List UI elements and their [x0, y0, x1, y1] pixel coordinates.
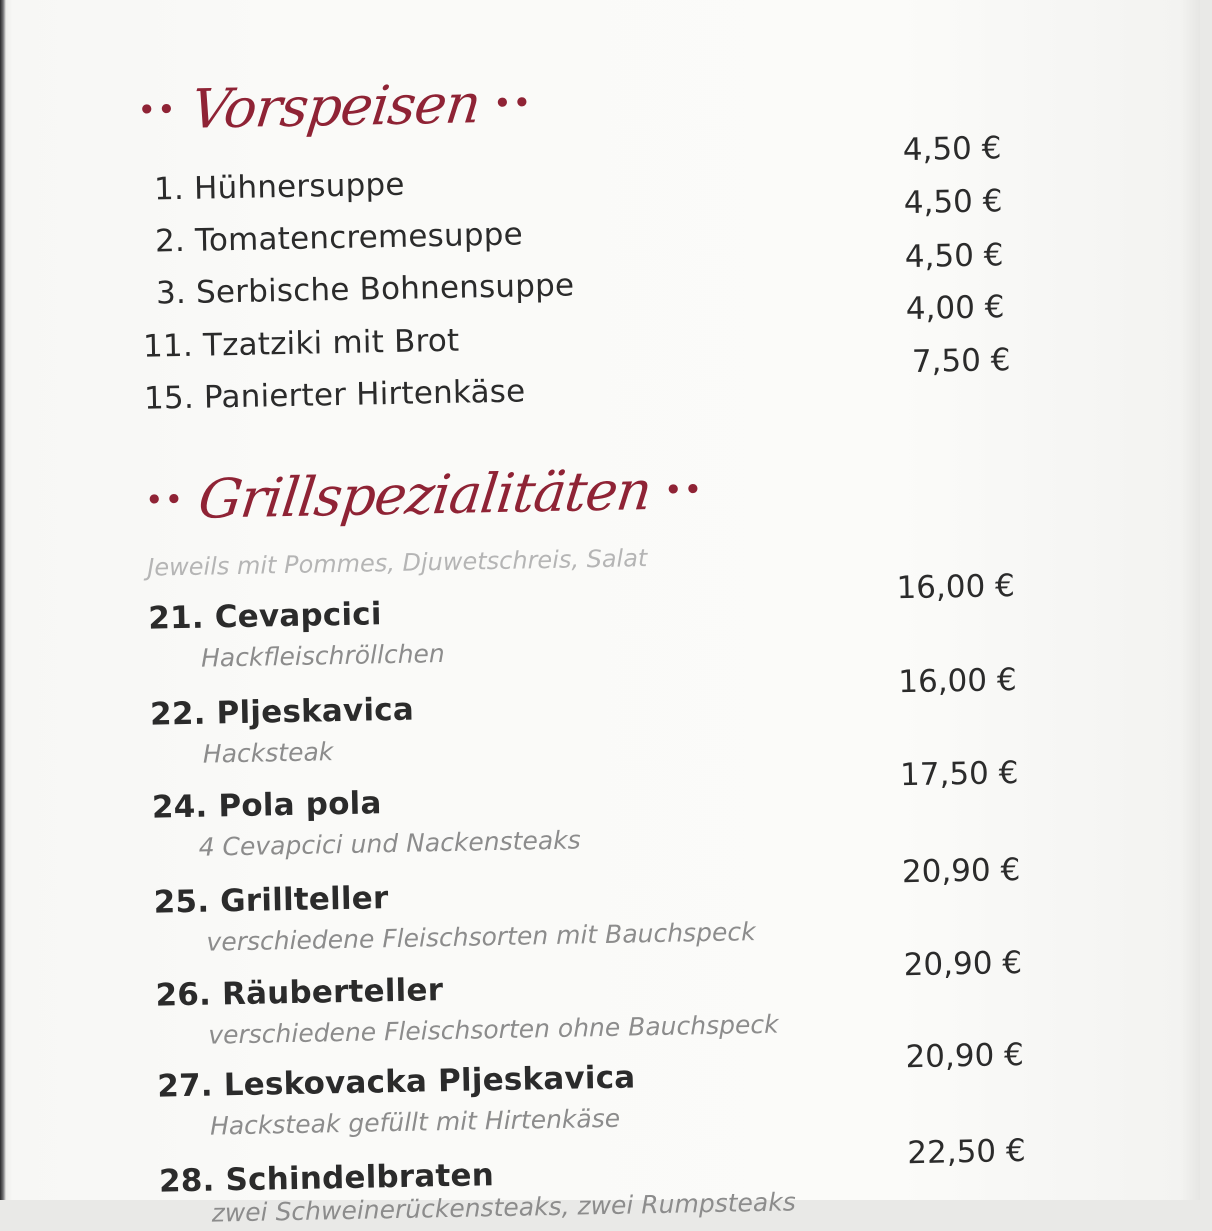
item-name: 26. Räuberteller	[155, 972, 444, 1014]
item-name: 25. Grillteller	[153, 880, 389, 921]
item-name: 2. Tomatencremesuppe	[154, 216, 524, 260]
section-title-vorspeisen: Vorspeisen	[187, 72, 484, 141]
item-price: 4,50 €	[903, 183, 1003, 222]
item-description: 4 Cevapcici und Nackensteaks	[198, 825, 581, 862]
section-heading-grill	[145, 458, 704, 532]
item-price: 4,50 €	[904, 237, 1004, 276]
item-price: 7,50 €	[911, 342, 1011, 380]
item-name: 24. Pola pola	[151, 785, 382, 826]
section-heading-vorspeisen	[138, 71, 534, 142]
item-description: Hackfleischröllchen	[200, 638, 445, 673]
item-description: verschiedene Fleischsorten mit Bauchspeck	[206, 917, 756, 957]
section-title-grill: Grillspezialitäten	[195, 458, 655, 531]
item-name: 27. Leskovacka Pljeskavica	[156, 1059, 636, 1105]
item-name: 15. Panierter Hirtenkäse	[143, 373, 526, 417]
item-description: zwei Schweinerückensteaks, zwei Rumpsteaks	[211, 1187, 796, 1228]
heading-dots-right: ••	[493, 87, 534, 119]
item-price: 20,90 €	[901, 851, 1021, 891]
heading-dots-left: ••	[145, 484, 186, 516]
item-name: 11. Tzatziki mit Brot	[142, 322, 460, 365]
heading-dots-right: ••	[664, 474, 705, 506]
item-price: 22,50 €	[907, 1132, 1027, 1172]
section-subtitle-grill: Jeweils mit Pommes, Djuwetschreis, Salat	[147, 544, 648, 582]
heading-dots-left: ••	[138, 94, 179, 126]
item-price: 4,50 €	[902, 130, 1002, 169]
item-price: 16,00 €	[897, 662, 1017, 701]
item-description: Hacksteak gefüllt mit Hirtenkäse	[209, 1103, 621, 1141]
item-name: 28. Schindelbraten	[158, 1157, 495, 1200]
item-name: 22. Pljeskavica	[149, 691, 415, 733]
item-price: 4,00 €	[905, 289, 1005, 328]
item-description: verschiedene Fleischsorten ohne Bauchspeck	[208, 1009, 779, 1050]
item-name: 21. Cevapcici	[147, 596, 382, 637]
item-description: Hacksteak	[202, 737, 334, 769]
item-price: 20,90 €	[903, 944, 1023, 984]
item-price: 16,00 €	[896, 568, 1016, 607]
item-name: 3. Serbische Bohnensuppe	[155, 267, 575, 312]
item-name: 1. Hühnersuppe	[153, 166, 405, 208]
item-price: 20,90 €	[905, 1036, 1025, 1076]
item-price: 17,50 €	[899, 755, 1019, 794]
